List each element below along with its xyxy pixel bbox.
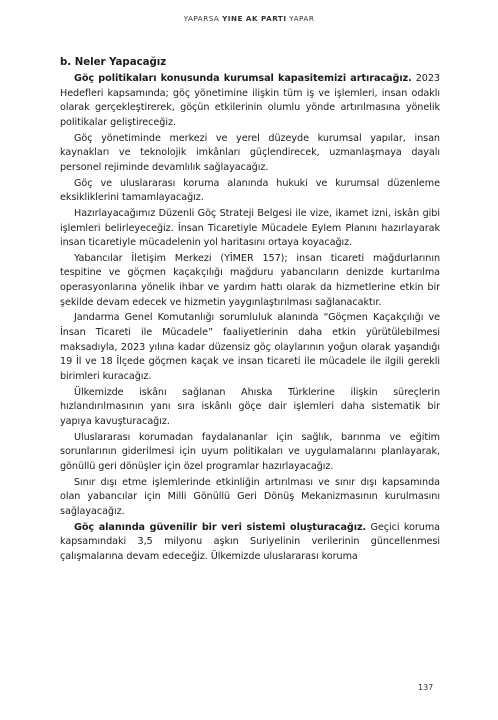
- paragraph-6: [60, 311, 440, 384]
- paragraph-9-text: Sınır dışı etme işlemlerinde etkinliğin artırılması ve sınır dışı kapsamında olan yabancılar için Milli Gönüllü Geri Dönüş Mekanizmasının kurulmasını sağlayacağız.: [60, 476, 440, 517]
- paragraph-1-text: 2023 Hedefleri kapsamında; göç yönetimine ilişkin tüm iş ve işlemleri, insan odaklı olarak gerçekleştirerek, göçün etkilerinin olumlu yönde artırılmasına yönelik politikalar geliştireceğiz.: [60, 73, 440, 128]
- paragraph-5-text: Yabancılar İletişim Merkezi (YİMER 157); insan ticareti mağdurlarının tespitine ve göçmen kaçakçılığı mağduru yabancıların denizde kurtarılma operasyonlarına yönelik ihbar ve yardım hattı olarak da hizmetlerine etkin bir şekilde devam edecek ve hizmetin yaygınlaştırılması sağlanacaktır.: [60, 252, 440, 308]
- paragraph-9: [60, 476, 440, 520]
- page-number: 137: [418, 683, 434, 692]
- paragraph-7-text: Ülkemizde iskânı sağlanan Ahıska Türklerine ilişkin süreçlerin hızlandırılmasının yanı sıra iskânlı göçe dair işlemleri daha sistematik bir yapıya kavuşturacağız.: [60, 386, 440, 427]
- paragraph-2: [60, 132, 440, 176]
- paragraph-10-lead: Göç alanında güvenilir bir veri sistemi oluşturacağız.: [74, 521, 367, 533]
- paragraph-10-text: Geçici koruma kapsamındaki 3,5 milyonu aşkın Suriyelinin verilerinin güncellenmesi çalışmalarına devam edeceğiz. Ülkemizde uluslararası koruma: [60, 521, 440, 562]
- paragraph-10: [60, 521, 440, 565]
- paragraph-7: [60, 386, 440, 430]
- paragraph-2-text: Göç yönetiminde merkezi ve yerel düzeyde kurumsal yapılar, insan kaynakları ve teknolojik imkânları güçlendirecek, uzmanlaşmaya dayalı personel rejiminde devamlılık sağlayacağız.: [60, 132, 440, 173]
- paragraph-3: [60, 177, 440, 206]
- paragraph-3-text: Göç ve uluslararası koruma alanında hukuki ve kurumsal düzenleme eksikliklerini tamamlayacağız.: [60, 177, 440, 204]
- running-header-bold: YINE AK PARTI: [222, 14, 287, 23]
- paragraph-8-text: Uluslararası korumadan faydalananlar için sağlık, barınma ve eğitim sorunlarının giderilmesi için uyum politikaları ve uygulamalarını planlayarak, gönüllü geri dönüşler için özel programlar hazırlayacağız.: [60, 431, 440, 472]
- running-header: [0, 14, 498, 23]
- page-body: [60, 55, 440, 564]
- section-title: b. Neler Yapacağız: [60, 57, 167, 68]
- paragraph-4-text: Hazırlayacağımız Düzenli Göç Strateji Belgesi ile vize, ikamet izni, iskân gibi işlemleri belirleyeceğiz. İnsan Ticaretiyle Mücadele Eylem Planını hazırlayarak insan ticaretiyle mücadelenin yol haritasını ortaya koyacağız.: [60, 207, 440, 249]
- paragraph-6-text: Jandarma Genel Komutanlığı sorumluluk alanında “Göçmen Kaçakçılığı ve İnsan Ticareti ile Mücadele” faaliyetlerinin daha etkin yürütülebilmesi maksadıyla, 2023 yılına kadar düzensiz göç olaylarının yoğun olarak yaşandığı 19 İl ve 18 İlçede göçmen kaçak ve insan ticareti ile mücadele ile ilgili gerekli birimleri kuracağız.: [60, 312, 440, 382]
- paragraph-1-lead: Göç politikaları konusunda kurumsal kapasitemizi artıracağız.: [74, 73, 412, 84]
- running-header-suffix: YAPAR: [286, 14, 315, 23]
- paragraph-5: [60, 252, 440, 310]
- running-header-prefix: YAPARSA: [183, 14, 223, 23]
- paragraph-1: [60, 72, 440, 130]
- paragraph-8: [60, 431, 440, 475]
- paragraph-4: [60, 207, 440, 251]
